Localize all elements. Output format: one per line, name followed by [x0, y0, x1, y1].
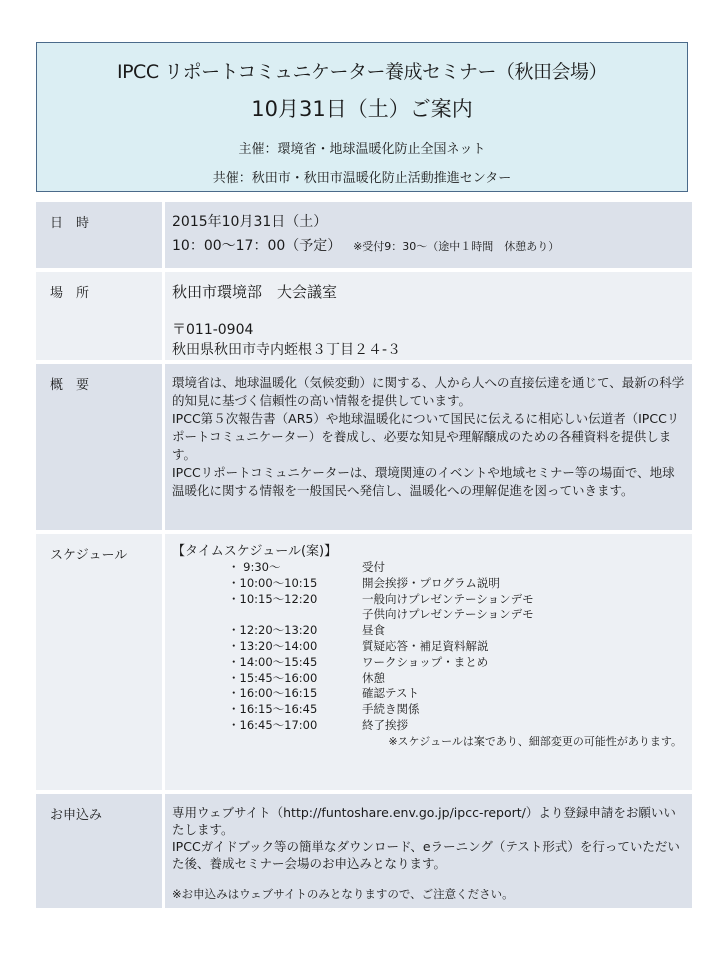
reception-note: ※受付9：30～（途中１時間 休憩あり） — [353, 240, 560, 253]
label-application: お申込み — [36, 794, 162, 908]
event-date: 2015年10月31日（土） — [172, 214, 328, 230]
schedule-item: ・10:00～10:15 開会挨拶・プログラム説明 — [228, 575, 500, 590]
schedule-item: ・14:00～15:45 ワークショップ・まとめ — [228, 654, 489, 669]
label-venue: 場 所 — [36, 272, 162, 360]
overview-paragraph: 環境省は、地球温暖化（気候変動）に関する、人から人への直接伝達を通じて、最新の科学的知見に基づく信頼性の高い情報を提供しています。 — [172, 375, 685, 408]
venue-postal: 〒011-0904 — [172, 322, 254, 338]
schedule-item: ・ 9:30～ 受付 — [228, 560, 385, 574]
schedule-item: 子供向けプレゼンテーションデモ — [362, 607, 534, 622]
schedule-list — [228, 560, 686, 734]
seminar-date: 10月31日（土）ご案内 — [251, 97, 473, 121]
value-venue — [165, 272, 692, 360]
row-application — [36, 794, 692, 908]
schedule-item: ・16:00～16:15 確認テスト — [228, 686, 420, 701]
schedule-item: ・16:45～17:00 終了挨拶 — [228, 717, 408, 732]
row-overview — [36, 364, 692, 530]
application-text: IPCCガイドブック等の簡単なダウンロード、eラーニング（テスト形式）を行っていただいた後、養成セミナー会場のお申込みとなります。 — [172, 839, 680, 871]
label-overview: 概 要 — [36, 364, 162, 530]
value-application — [165, 794, 692, 908]
schedule-item: ・12:20～13:20 昼食 — [228, 623, 385, 638]
schedule-item: ・10:15～12:20 一般向けプレゼンテーションデモ — [228, 591, 534, 606]
schedule-note: ※スケジュールは案であり、細部変更の可能性があります。 — [388, 734, 682, 748]
event-time: 10：00～17：00（予定） — [172, 238, 342, 254]
seminar-title: IPCC リポートコミュニケーター養成セミナー（秋田会場） — [117, 61, 607, 83]
overview-paragraph: IPCC第５次報告書（AR5）や地球温暖化について国民に伝えるに相応しい伝道者（IPCCリポートコミュニケーター）を養成し、必要な知見や理解醸成のための各種資料を提供します。 — [172, 411, 680, 462]
row-schedule — [36, 534, 692, 790]
value-schedule — [165, 534, 692, 790]
venue-address: 秋田県秋田市寺内蛭根３丁目２４-３ — [172, 342, 402, 358]
value-overview — [165, 364, 692, 530]
organizer: 主催：環境省・地球温暖化防止全国ネット — [238, 142, 486, 157]
cohost: 共催：秋田市・秋田市温暖化防止活動推進センター — [212, 171, 512, 186]
application-text: 専用ウェブサイト（http://funtoshare.env.go.jp/ipcc-report/）より登録申請をお願いいたします。 — [172, 805, 676, 837]
row-venue — [36, 272, 692, 360]
header-box — [36, 42, 688, 192]
schedule-heading: 【タイムスケジュール(案)】 — [172, 544, 338, 559]
schedule-item: ・15:45～16:00 休憩 — [228, 670, 385, 685]
application-note: ※お申込みはウェブサイトのみとなりますので、ご注意ください。 — [172, 887, 514, 901]
overview-paragraph: IPCCリポートコミュニケーターは、環境関連のイベントや地域セミナー等の場面で、地球温暖化に関する情報を一般国民へ発信し、温暖化への理解促進を図っていきます。 — [172, 465, 675, 498]
venue-name: 秋田市環境部 大会議室 — [172, 283, 338, 301]
value-datetime — [165, 202, 692, 268]
schedule-item: ・13:20～14:00 質疑応答・補足資料解説 — [228, 638, 489, 653]
label-datetime: 日 時 — [36, 202, 162, 268]
row-datetime — [36, 202, 692, 268]
label-schedule: スケジュール — [36, 534, 162, 790]
schedule-item: ・16:15～16:45 手続き関係 — [228, 702, 420, 717]
